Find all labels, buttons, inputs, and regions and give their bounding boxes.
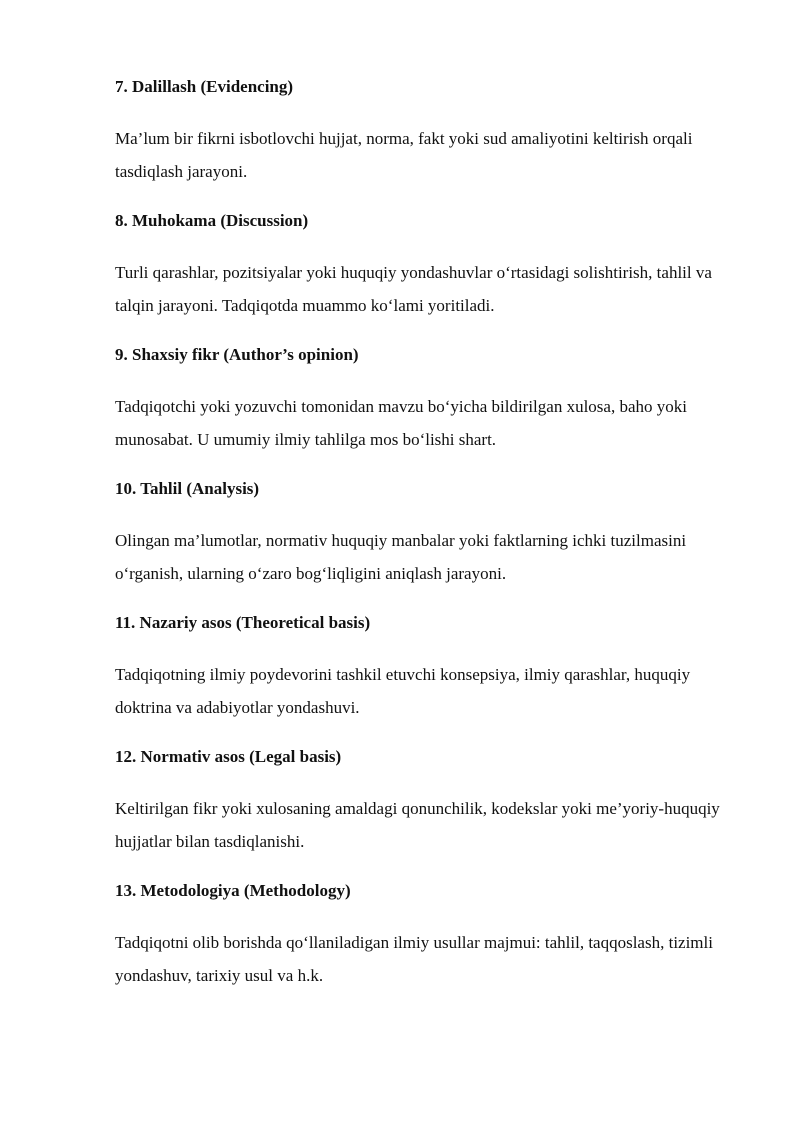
term-heading: 9. Shaxsiy fikr (Author’s opinion): [115, 345, 359, 364]
term-definition: Tadqiqotning ilmiy poydevorini tashkil etuvchi konsepsiya, ilmiy qarashlar, huquqiy doktrina va adabiyotlar yondashuvi.: [115, 665, 691, 717]
glossary-entry-evidencing: [115, 72, 730, 188]
glossary-entry-methodology: [115, 876, 730, 992]
term-heading: 8. Muhokama (Discussion): [115, 211, 309, 230]
term-definition: Tadqiqotchi yoki yozuvchi tomonidan mavzu bo‘yicha bildirilgan xulosa, baho yoki munosabat. U umumiy ilmiy tahlilga mos bo‘lishi shart.: [115, 397, 687, 449]
term-definition: Olingan ma’lumotlar, normativ huquqiy manbalar yoki faktlarning ichki tuzilmasini o‘rganish, ularning o‘zaro bog‘liqligini aniqlash jarayoni.: [115, 531, 687, 583]
term-heading: 12. Normativ asos (Legal basis): [115, 747, 342, 766]
term-heading: 10. Tahlil (Analysis): [115, 479, 260, 498]
term-definition: Keltirilgan fikr yoki xulosaning amaldagi qonunchilik, kodekslar yoki me’yoriy-huquqiy hujjatlar bilan tasdiqlanishi.: [115, 799, 720, 851]
term-heading: 7. Dalillash (Evidencing): [115, 77, 294, 96]
term-heading: 11. Nazariy asos (Theoretical basis): [115, 613, 371, 632]
glossary-content: [115, 72, 730, 992]
glossary-entry-legal-basis: [115, 742, 730, 858]
term-heading: 13. Metodologiya (Methodology): [115, 881, 351, 900]
term-definition: Turli qarashlar, pozitsiyalar yoki huquqiy yondashuvlar o‘rtasidagi solishtirish, tahlil va talqin jarayoni. Tadqiqotda muammo ko‘lami yoritiladi.: [115, 263, 712, 315]
glossary-entry-authors-opinion: [115, 340, 730, 456]
term-definition: Ma’lum bir fikrni isbotlovchi hujjat, norma, fakt yoki sud amaliyotini keltirish orqali tasdiqlash jarayoni.: [115, 129, 693, 181]
glossary-entry-analysis: [115, 474, 730, 590]
term-definition: Tadqiqotni olib borishda qo‘llaniladigan ilmiy usullar majmui: tahlil, taqqoslash, tizimli yondashuv, tarixiy usul va h.k.: [115, 933, 713, 985]
glossary-entry-theoretical-basis: [115, 608, 730, 724]
glossary-entry-discussion: [115, 206, 730, 322]
